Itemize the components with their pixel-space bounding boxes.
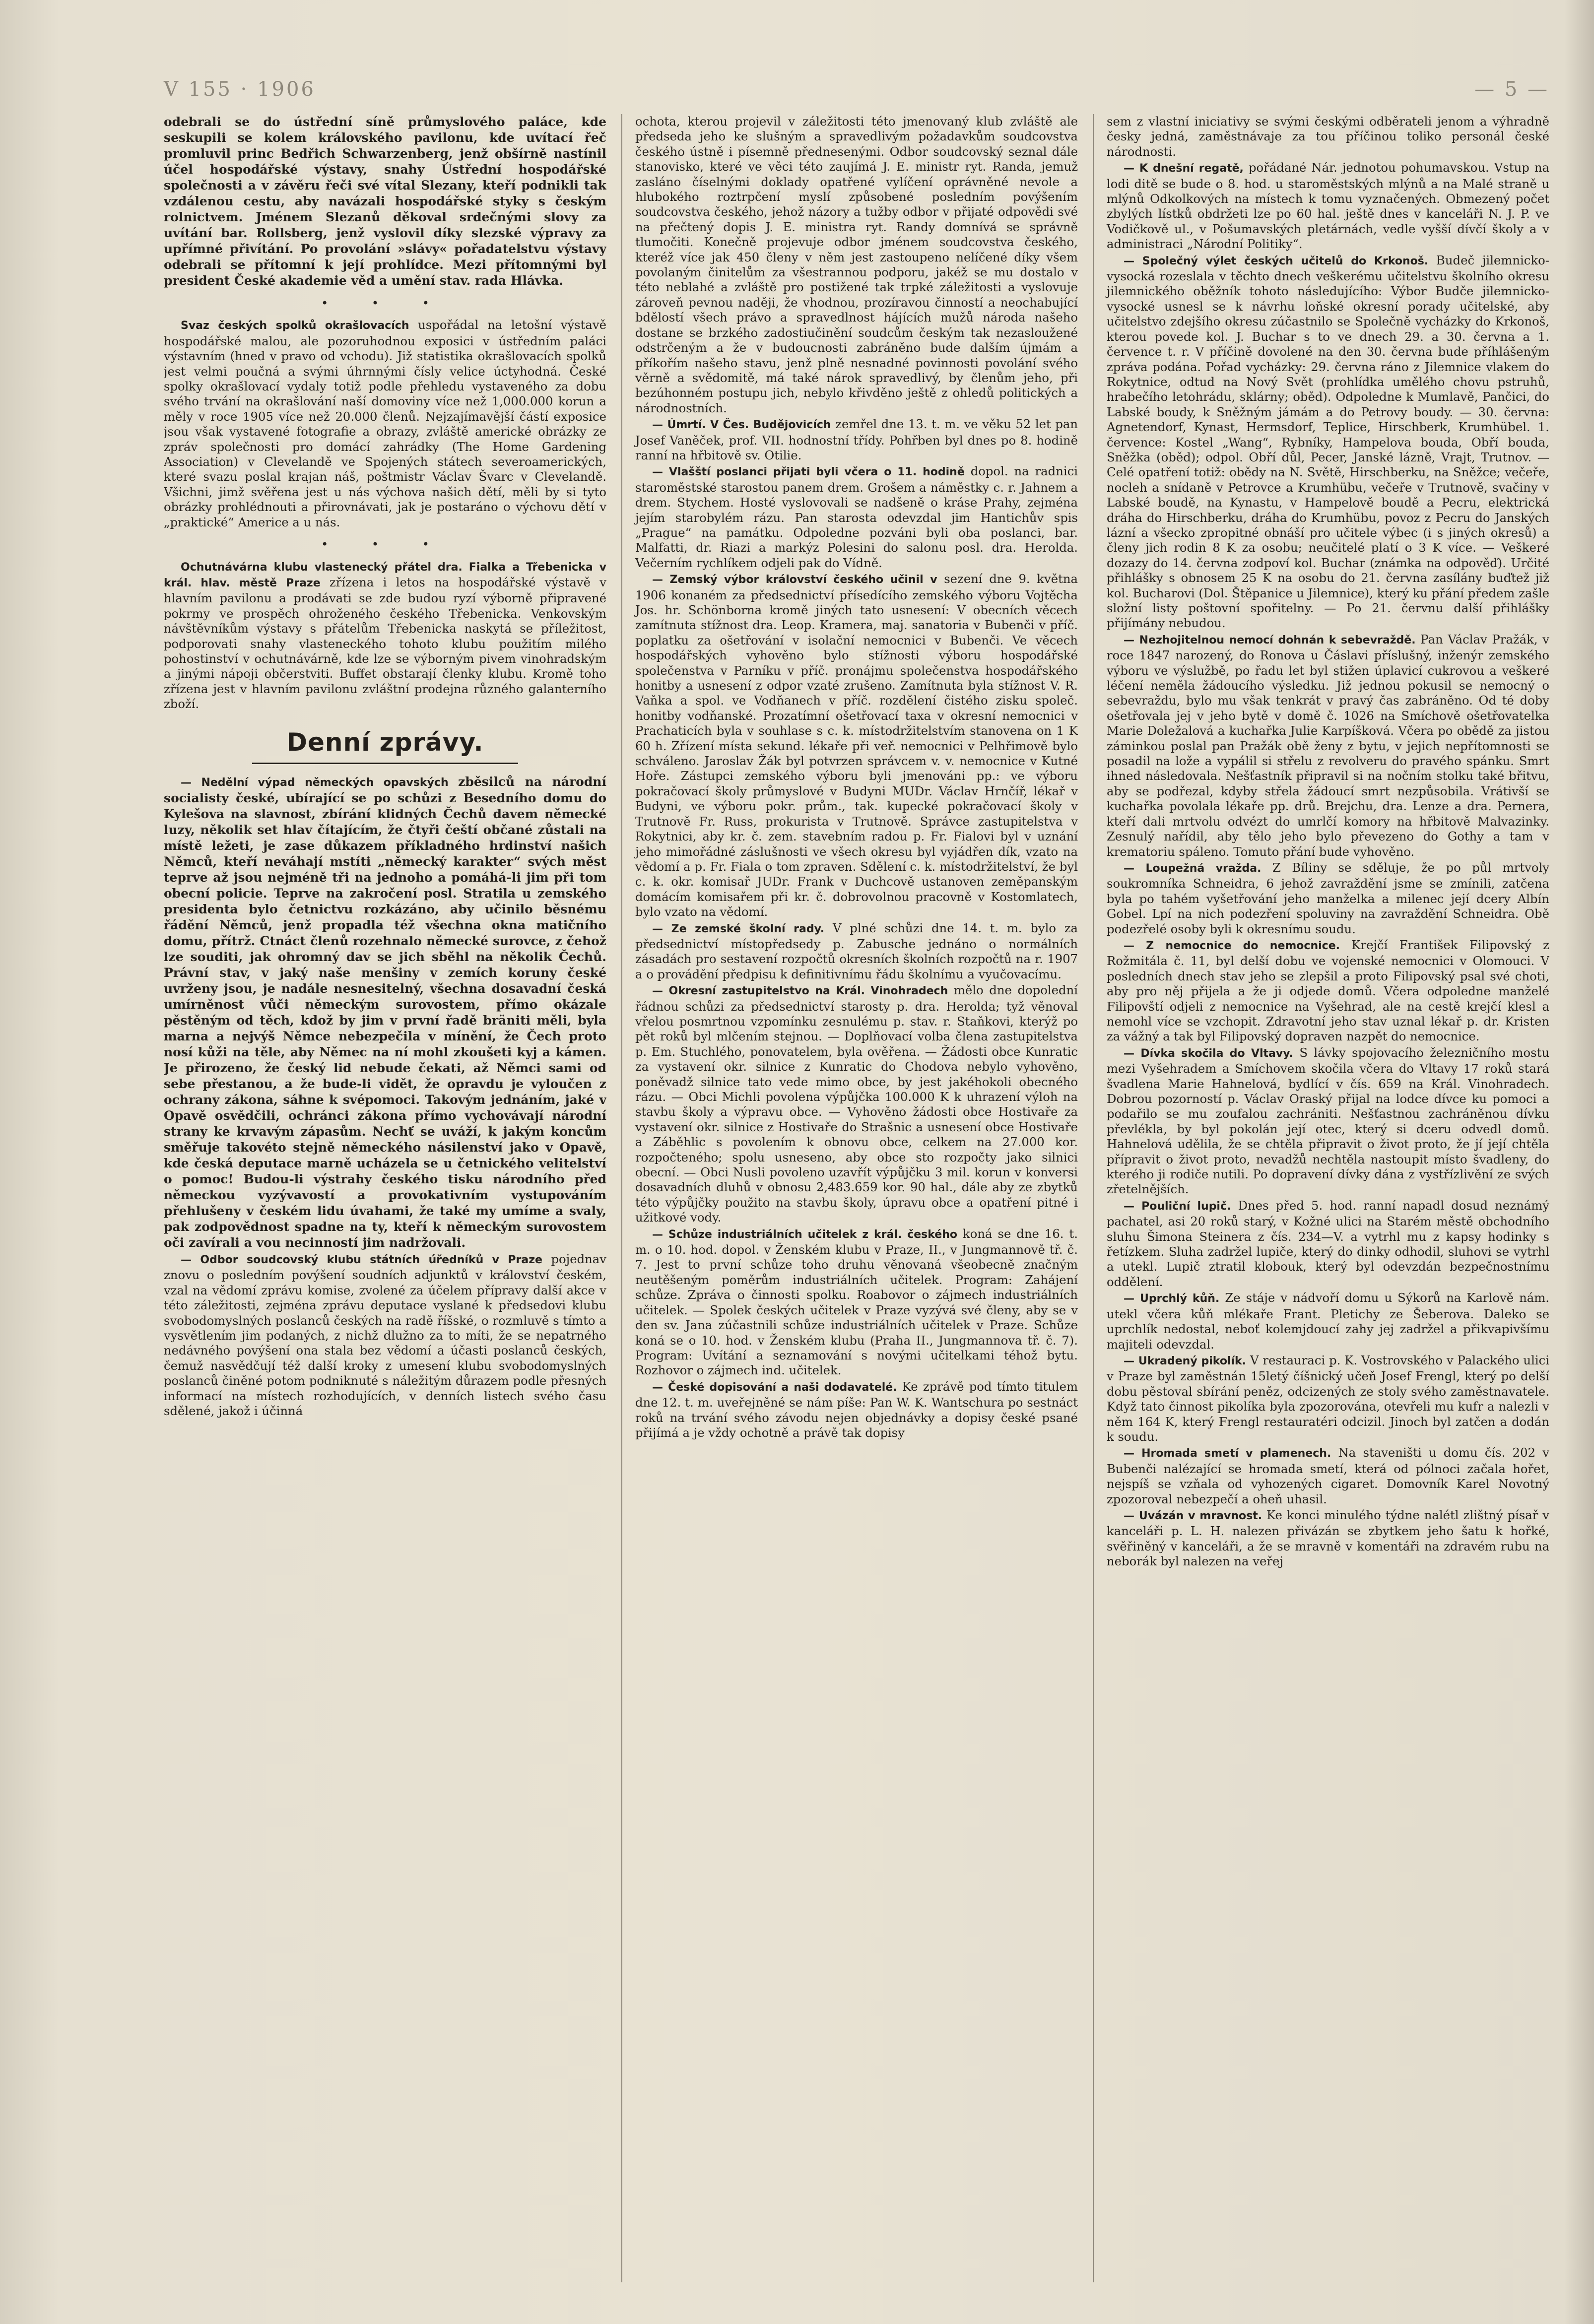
section-title: Denní zprávy. (164, 725, 606, 764)
article-vlassti-poslanci (635, 464, 1078, 571)
article-heading: — Úmrtí. V Čes. Budějovicích (652, 419, 831, 432)
article-heading: — Nedělní výpad německých opavských (181, 776, 449, 789)
article-heading: — Okresní zastupitelstvo na Král. Vinohradech (652, 985, 948, 998)
column-3 (1093, 114, 1549, 2282)
article-smeti (1107, 1445, 1549, 1507)
article-heading: — Společný výlet českých učitelů do Krkonoš. (1124, 255, 1429, 267)
article-vltava (1107, 1045, 1549, 1197)
article-heading: — Hromada smetí v plamenech. (1124, 1447, 1331, 1460)
article-text: zběsilců na národní socialisty české, ubírající se po schůzi z Besedního domu do Kylešova na slavnost, zbírání klidných Čechů davem německé luzy, několik set hlav čítajícím, že čtyři čeští občané zůstali na místě ležeti, je zase důkazem příkladného hrdinství našich Němců, kteří neváhají mstíti „německý karakter“ svých měst teprve až jsou nejméně tři na jednoho a pomáhá-li jim při tom obecní policie. Teprve na zakročení posl. Stratila u zemského presidenta bylo četnictvu rozkázáno, aby učinilo běsnému řádění Němců, jenž propadla též všechna okna matičního domu, přítrž. Ctnáct členů rozehnalo německé surovce, z čehož lze souditi, jak ohromný dav se jich sběhl na několik Čechů. Právní stav, v jaký naše menšiny v zemích koruny české uvrženy jsou, je nadále nesnesitelný, všechna dosavadní česká umírněnost vůči německým surovostem, přímo okázale pěstěným od těch, kdož by jim v první řadě bräniti měli, byla marna a nejvýš Němce nebezpečila v mínění, že Čech proto nosí kůži na těle, aby Němec na ní mohl zkoušeti kyj a kámen. Je přirozeno, že český lid nebude čekati, až Němci sami od sebe přestanou, a že bude-li vidět, že opravdu je vyloučen z ochrany zákona, sáhne k svépomoci. Takovým jednáním, jaké v Opavě osvědčili, ochránci zákona přímo vychovávají národní strany ke krvavým zápasům. Nechť se uváží, k jakým koncům směřuje takovéto stejně německého násilenství jako v Opavě, kde česká deputace marně ucházela se u četnického velitelství o pomoc! Budou-li výstrahy českého tisku národního před německou vyzývavostí a provokativním vystupováním přehlušeny v českém lidu úvahami, že také my umíme a svaly, pak zodpovědnost spadne na ty, kteří k německým surovostem oči zavírali a vou necinností jim nadržovali. (164, 774, 606, 1250)
article-krkonose (1107, 253, 1549, 631)
article-industrialni-ucitelky (635, 1227, 1078, 1378)
article-text: Ze stáje v nádvoří domu u Sýkorů na Karlově nám. utekl včera kůň mlékaře Frant. Pletichy ze Šeberova. Daleko se uprchlík nedostal, neboť kolemjdoucí zahy jej zadržel a přikvapivšímu majiteli odevzdal. (1107, 1291, 1549, 1352)
article-heading: — Uprchlý kůň. (1124, 1292, 1220, 1305)
article-heading: — Ukradený pikolík. (1124, 1355, 1247, 1367)
article-zemsky-vybor (635, 572, 1078, 919)
article-skolni-rada (635, 921, 1078, 982)
article-heading: — Pouliční lupič. (1124, 1200, 1231, 1213)
article-text: Krejčí František Filipovský z Rožmitála č. 11, byl delší dobu ve vojenské nemocnici v Olomouci. V posledních dnech stav jeho se zlepšil a proto Filipovský psal své choti, aby pro něj přijela a že ji odjede domů. Včera odpoledne manželé Filipovští odjeli z nemocnice na Vyšehrad, ale na cestě krejčí klesl a nemohl více se vzchopit. Zdravotní jeho stav uznal lékař p. dr. Kristen za vážný a tak byl Filipovský dopraven nazpět do nemocnice. (1107, 937, 1549, 1044)
article-regata (1107, 160, 1549, 252)
article-heading: — Uvázán v mravnost. (1124, 1509, 1262, 1522)
article-text: zřízena i letos na hospodářské výstavě v hlavním pavilonu a prodávati se zde budou ryzí výborně připravené pokrmy ve prospěch ohroženého českého Třebenicka. Venkovským návštěvníkům výstavy s přátelům Třebenicka naskytá se příležitost, podporovati snahy vlasteneckého tohoto klubu použitím milého pohostinství v ochutnávárně, kde lze se výborným pivem vinohradským a jinými nápoji občerstviti. Buffet obstarají členky klubu. Kromě toho zřízena jest v hlavním pavilonu zvláštní prodejna různého galanterního zboží. (164, 575, 606, 711)
article-text: Z Bíliny se sděluje, že po půl mrtvoly soukromníka Schneidra, 6 jehož zavraždění jsme se zmínili, zatčena byla po tahém vyšetřování jeho manželka a milenec její dcery Albín Gobel. Lpí na nich podezření spoluviny na zavraždění Schneidra. Obě podezřelé osoby byli k okresnímu soudu. (1107, 860, 1549, 936)
article-heading: — Schůze industriálních učitelek z král. českého (652, 1228, 957, 1241)
column-2 (621, 114, 1078, 2282)
article-odbor-soudcovsky (164, 1252, 606, 1419)
page-edge-shadow (1564, 0, 1594, 2324)
article-text: dopol. na radnici staroměstské starostou panem drem. Grošem a náměstky c. r. Jahnem a drem. Stychem. Hosté vyslovovali se nadšeně o kráse Prahy, zejména jejím starobylém rázu. Pan starosta odevzdal jim Hantichův spis „Prague“ na památku. Odpoledne pozváni byli oba poslanci, bar. Malfatti, dr. Riazi a markýz Polesini do salonu posl. dra. Herolda. Večerním rychlíkem odjeli pak do Vídně. (635, 464, 1078, 570)
article-text: Na staveništi u domu čís. 202 v Bubenči nalézající se hromada smetí, která od pólnoci začala hořet, nejspíš se vzňala od vyhozených cigaret. Domovník Karel Novotný zpozoroval nebezpečí a oheň uhasil. (1107, 1445, 1549, 1506)
article-text: pořádané Nár. jednotou pohumavskou. Vstup na lodi ditě se bude o 8. hod. u staroměstských mlýnů a na Malé straně u mlýnů Odkolkových na místech k tomu vyznačených. Obmezený počet zbylých lístků obdržeti lze po 60 hal. ještě dnes v kanceláři N. J. P. ve Vodičkově ul., v Pošumavských pletárnách, vedle vyšší dívčí školy a v administraci „Národní Politiky“. (1107, 160, 1549, 252)
article-soudcovsky-cont: ochota, kterou projevil v záležitosti této jmenovaný klub zvláště ale předseda jeho ke slušným a spravedlivým požadavkům soudcovstva českého ústně i písemně přednesenými. Odbor soudcovský seznal dále stanovisko, které ve věci této zaujímá J. E. ministr ryt. Randa, jemuž zasláno číselnými doklady opatřené vylíčení oprávněné nevole a hlubokého roztrpčení myslí způsobené posledním povýšením soudcovstva českého, jehož názory a tužby odbor v přijaté odpovědi své na přečtený dopis J. E. ministra ryt. Randy domnívá se správně tlumočiti. Konečně projevuje odbor jménem soudcovstva českého, kteréž více jak 450 členy v něm jest zastoupeno nelíčené díky všem povolaným činitelům za všestrannou podporu, jakéž se mu dostalo v této neblahé a zvláště pro postižené tak trpké záležitosti a vyslovuje zároveň pevnou naději, že vhodnou, prozíravou činností a neochabující bdělostí všech právo a spravedlnost hájících mužů národa našeho dostane se brzkého zadostiučinění soudcům českým tak nezasloužené odstrčeným a že v budoucnosti zabráněno bude dalším újmám a příkořím našeho stavu, jenž plně nesnadné povinnosti povolání svého věrně a svědomitě, má také nárok spravedlivý, by členům jeho, při bezúhonném postupu jich, nebylo křivděno ještě z ohledů politických a národnostních. (635, 114, 1078, 415)
article-text: Ke zprávě pod tímto titulem dne 12. t. m. uveřejněné se nám píše: Pan W. K. Wantschura po sestnáct roků na trvání svého závodu nejen objednávky a dopisy české psané přijímá a je vždy ochotně a právě tak dopisy (635, 1379, 1078, 1440)
article-sebevrazda (1107, 632, 1549, 859)
separator: • • • (321, 296, 449, 310)
article-nemocnice (1107, 938, 1549, 1044)
article-heading: — Odbor soudcovský klubu státních úředníků v Praze (181, 1253, 542, 1266)
article-text: uspořádal na letošní výstavě hospodářské malou, ale pozoruhodnou exposici v ústředním paláci výstavním (hned v pravo od vchodu). Již statistika okrašlovacích spolků jest velmi poučná a svými úhrnnými čísly velice úctyhodná. České spolky okrašlovací vydaly totiž podle přehledu vystaveného za dobu svého trvání na okrašlování naší domoviny více než 1,000.000 korun a měly v roce 1905 více než 20.000 členů. Nejzajímavější částí exposice jsou však vystavené fotografie a obrazy, zvláště americké obrázky ze zpráv společnosti pro domácí zahrádky (The Home Gardening Association) v Clevelandě ve Spojených státech severoamerických, které svazu poslal krajan náš, poštmistr Václav Švarc v Clevelandě. Všichni, jimž svěřena jest u nás výchova našich dětí, měli by si tyto obrázky prohlédnouti a přirovnávati, jak je postaráno o výchovu dětí v „praktické“ Americe a u nás. (164, 318, 606, 529)
article-text: zemřel dne 13. t. m. ve věku 52 let pan Josef Vaněček, prof. VII. hodnostní třídy. Pohřben byl dnes po 8. hodině ranní na hřbitově sv. Otilie. (635, 417, 1078, 462)
article-heading: — Dívka skočila do Vltavy. (1124, 1047, 1293, 1060)
article-dopisovani-cont: sem z vlastní iniciativy se svými českými odběrateli jenom a výhradně česky jedná, zaměstnávaje za tou příčinou toliko personál české národnosti. (1107, 114, 1549, 159)
article-opava (164, 774, 606, 1251)
page-header (164, 74, 1549, 104)
article-heading: — Ze zemské školní rady. (652, 922, 825, 935)
article-heading: — Vlašští poslanci přijati byli včera o 11. hodině (652, 466, 965, 479)
article-text: S lávky spojovacího železničního mostu mezi Vyšehradem a Smíchovem skočila včera do Vltavy 17 roků stará švadlena Marie Hahnelová, bydlící v čís. 659 na Král. Vinohradech. Dobrou pozorností p. Václav Oraský přijal na lodce dívce ku pomoci a podařilo se mu zoufalou zachrániti. Nešťastnou zachráněnou dívku převlékla, by byl pokolán její otec, který si dceru odvedl domů. Hahnelová udělila, že se chtěla připravit o život proto, že jí její chtěla přípravit o život proto, nevadžů nechtěla nastoupit místo švadleny, do kterého ji rodiče nutili. Po dopravení dívky dána z vystřízlivění ze svých zřetelnějších. (1107, 1045, 1549, 1197)
article-text: koná se dne 16. t. m. o 10. hod. dopol. v Ženském klubu v Praze, II., v Jungmannově tř. č. 7. Jest to první schůze toho druhu věnovaná všeobecně značným neutěšeným poměrům industriálních učitelek. Program: Zahájení schůze. Zpráva o činnosti spolku. Roabovor o zájmech industriálních učitelek. — Spolek českých učitelek v Praze vyzývá své členy, aby se v den sv. Jana zúčastnili schůze industriálních učitelek v Praze. Schůze koná se o 10. hod. v Ženském klubu (Praha II., Jungmannova tř. č. 7). Program: Uvítání a seznamování s novými učitelkami téhož bytu. Rozhovor o zájmech ind. učitelek. (635, 1226, 1078, 1378)
article-heading: Ochutnávárna klubu vlastenecký přátel dra. Fialka a Třebenicka v král. hlav. městě Praze (164, 561, 606, 589)
article-pikolik (1107, 1353, 1549, 1444)
article-heading: Svaz českých spolků okrašlovacích (181, 320, 409, 332)
article-vinohrady (635, 983, 1078, 1226)
article-text: Ke konci minulého týdne nalétl zlištný písař v kanceláři p. L. H. nalezen přivázán se zbytkem jeho šatu k hořké, svěřiněný v kanceláři, a že se mravně v komentáři na zdravém rubu na neborák byl nalezen na veřej (1107, 1507, 1549, 1569)
article-text: V plné schůzi dne 14. t. m. bylo za předsednictví místopředsedy p. Zabusche jednáno o normálních zásadách pro sestavení rozpočtů okresních školních rozpočtů na r. 1907 a o provádění předpisu k definitivnímu řádu školnímu a vyučovacímu. (635, 920, 1078, 981)
article-text: Dnes před 5. hod. ranní napadl dosud neznámý pachatel, asi 20 roků starý, v Kožné ulici na Starém městě obchodního sluhu Šimona Steinera z čís. 234—V. a vytrhl mu z kapsy hodinky s řetízkem. Sluha zadržel lupiče, který do dinky odhodil, sluhovi se vytrhl a utekl. Lupič ztratil klobouk, který byl odevzdán bezpečnostnímu oddělení. (1107, 1198, 1549, 1289)
article-heading: — Loupežná vražda. (1124, 862, 1262, 875)
article-heading: — K dnešní regatě, (1124, 162, 1244, 175)
article-text: Pan Václav Pražák, v roce 1847 narozený, do Ronova u Čáslavi příslušný, inženýr zemského výboru ve výslužbě, po řadu let byl stižen úplavicí cukrovou a veškeré léčení neměla žádoucího výsledku. Již jednou pokusil se nemocný o sebevraždu, bylo mu však tenkrát v pravý čas zabráněno. Od té doby ošetřovala jej v jeho bytě v domě č. 1026 na Smíchově ošetřovatelka Marie Doležalová a kuchařka Julie Karpíšková. Včera po obědě za jistou záminkou poslal pan Pražák obě ženy z bytu, v jejich nepřítomnosti se posadil na lože a vypálil si střelu z revolveru do pravého spánku. Smrt ihned následovala. Nešťastník připravil si na nočním stolku také břitvu, aby se podřezal, kdyby střela žádoucí smrt nezpůsobila. Vrátivší se kuchařka povolala lékaře pp. drů. Brejchu, dra. Lenze a dra. Pernera, kteří dali mrtvolu odvézt do umrlčí komory na hřbitově Malvazinky. Zesnulý nařídil, aby tělo jeho bylo převezeno do Gothy a tam v krematoriu spáleno. Tomuto přání bude vyhověno. (1107, 632, 1549, 859)
article-loupezna-vrazda (1107, 860, 1549, 937)
article-poulicni-lupic (1107, 1198, 1549, 1290)
article-heading: — Nezhojitelnou nemocí dohnán k sebevraždě. (1124, 634, 1416, 646)
separator: • • • (321, 537, 449, 552)
article-text: mělo dne dopolední řádnou schůzi za předsednictví starosty p. dra. Herolda; tyž věnoval vřelou posmrtnou vzpomínku zesnulému p. stav. r. Staňkovi, kterýž po pět roků byl mlčením stejnou. — Doplňovací volba člena zastupitelstva p. Em. Stuchlého, ponovatelem, byla ověřena. — Žádosti obce Kunratic za vystavení okr. silnice z Kunratic do Chodova nebylo vyhověno, poněvadž silnice tato vede mimo obce, by jest jakéhokoli obecného rázu. — Obci Michli povolena výpůjčka 100.000 K k uhrazení výloh na stavbu školy a výpravu obce. — Vyhověno žádosti obce Hostivaře za vystavení okr. silnice z Hostivaře do Strašnic a usnesení obce Hostivaře a Záběhlic s povolením k obnovu obce, celkem na 27.000 kor. rozpočteného; spolu usneseno, aby obce sto rozpočty jako silnici obecní. — Obci Nusli povoleno uzavřít výpůjčku 3 mil. korun v konversi dosavadních dluhů v obnosu 2,483.659 kor. 90 hal., dále aby ze zbytků této výpůjčky použito na stavbu školy, úpravu obce a opatření pitné i užitkové vody. (635, 983, 1078, 1225)
columns (164, 114, 1549, 2282)
article-hospodarska-vystava: odebrali se do ústřední síně průmyslového paláce, kde seskupili se kolem královského pavilonu, kde uvítací řeč promluvil princ Bedřich Schwarzenberg, jenž obšírně nastínil účel hospodářské výstavy, snahy Ústřední hospodářské společnosti a v závěru řeči své vítal Slezany, kteří podnikli tak vzdálenou cestu, aby navázali hospodářské styky s českým rolnictvem. Jménem Slezanů děkoval srdečnými slovy za uvítání bar. Rollsberg, jenž vyslovil díky slezské výpravy za upřímné přivítání. Po provolání »slávy« pořadatelstvu výstavy odebrali se přítomní k její prohlídce. Mezi přítomnými byl president České akademie věd a umění stav. rada Hlávka. (164, 115, 606, 288)
article-ochutnavarna (164, 559, 606, 712)
article-svaz-okraslovacich (164, 318, 606, 530)
article-text: sezení dne 9. května 1906 konaném za předsednictví přísedícího zemského výboru Vojtěcha Jos. hr. Schönborna kromě jiných tato usnesení: V obecních věcech zamítnuta stížnost dra. Leop. Kramera, maj. sanatoria v Bubenči v příč. poplatku za ošetřování v isolační nemocnici v Bubenči. Ve věcech hospodářských vyhověno bylo stížnosti výboru hospodářské společenstva v Parníku v příč. pronájmu společenstva hospodářského honitby a usnesení z odpor vzaté zrušeno. Zamítnuta byla stížnost V. R. Vaňka a spol. ve Vodňanech v příč. rozdělení čistého zisku společ. honitby vodňanské. Prozatímní ošetřovací taxa v okresní nemocnici v Prachaticích byla v souhlase s c. k. místodržitelstvím stanovena on 1 K 60 h. Zřízení místa sekund. lékaře při veř. nemocnici v Pelhřimově bylo schváleno. Jaroslav Žák byl potvrzen správcem v. v. nemocnice v Kutné Hoře. Zástupci zemského výboru byli jmenováni pp.: ve výboru pokračovací školy průmyslové v Budyni MUDr. Václav Hrnčíř, lékař v Budyni, ve výboru pokr. prům., tak. kupecké pokračovací školy v Trutnově Fr. Russ, prokurista v Trutnově. Správce zastupitelstva v Rokytnici, aby kr. č. zem. stavebním radou p. Fr. Fialovi byl v uznání jeho mimořádné záslušnosti ve všech okresu byl vyjádřen dík, vzato na vědomí a p. Fr. Fiala o tom zpraven. Sdělení c. k. místodržitelství, že byl c. k. okr. komisař JUDr. Frank v Duchcově ustanoven zeměpanským domácím komisařem při kr. č. dobrovolnou pracovně v Kostomlatech, bylo vzato na vědomí. (635, 572, 1078, 919)
article-heading: — Zemský výbor království českého učinil v (652, 574, 937, 586)
article-mravnost (1107, 1508, 1549, 1569)
article-ceske-dopisovani (635, 1379, 1078, 1441)
article-text: pojednav znovu o posledním povýšení soudních adjunktů v království českém, vzal na vědomí zprávu komise, zvolené za účelem přípravy další akce v této záležitosti, zejména zprávu deputace vyslané k předsedovi klubu svobodomyslných poslanců českých na radě říšské, o rozmluvě s tímto a vysvětlením jim podaných, z nichž dlužno za to míti, že se nepatrného nedávného povýšení ona stala bez vědomí a účasti poslanců českých, čemuž nasvědčují též další kroky z umesení klubu svobodomyslných poslanců činěné potom podniknuté s náležitým důrazem podle přesných informací na místech rozhodujících, v denních listech svého času sdělené, jakož i účinná (164, 1251, 606, 1419)
article-umrti (635, 417, 1078, 463)
article-text: V restauraci p. K. Vostrovského v Palackého ulici v Praze byl zaměstnán 15letý číšnický učeň Josef Frengl, který po delší dobu pěstoval sbírání peněz, odcizených ze stoly svého zaměstnavatele. Když tato činnost pikolíka byla zpozorována, otevřeli mu kufr a nalezli v něm 164 K, který Frengl restauratéri odcizil. Jinoch byl zatčen a dodán k soudu. (1107, 1353, 1549, 1444)
article-heading: — Z nemocnice do nemocnice. (1124, 939, 1340, 952)
header-right: — 5 — (1474, 78, 1549, 101)
article-uprchly-kun (1107, 1291, 1549, 1352)
article-text: Budeč jilemnicko-vysocká rozeslala v těchto dnech veškerému učitelstvu školního okresu jilemnického oběžník tohoto následujícího: Výbor Budče jilemnicko-vysocké usnesl se k návrhu loňské okresní porady učitelské, aby učitelstvo zdejšího okresu zúčastnilo se Společně vycházky do Krkonoš, kterou povede kol. J. Buchar s to ve dnech 29. a 30. června a 1. července t. r. V příčině dovolené na den 30. června bude příhlášeným zpráva podána. Pořad vycházky: 29. června ráno z Jilemnice vlakem do Rokytnice, odtud na Nový Svět (prohlídka umělého chovu pstruhů, hrabečího letohrádu, sklárny; oběd). Odpoledne k Mumlavě, Pančici, do Labské boudy, k Sněžným jámám a do Petrovy boudy. — 30. června: Agnetendorf, Kynast, Hermsdorf, Teplice, Hirschberk, Krumhübel. 1. července: Kostel „Wang“, Rybníky, Hampelova bouda, Obří bouda, Sněžka (oběd); odpol. Obří důl, Pecer, Janské lázně, Vrajt, Trutnov. — Celé opatření totiž: obědy na N. Světě, Hirschberku, na Sněžce; večeře, nocleh a snídaně v Petrovce a Krumhübu, večeře v Trutnově, svačiny v Labské boudě, na Kynastu, v Hampelově boudě a Pecru, elektrická dráha do Hirschberku, dráha do Krumhübu, povoz z Pecru do Janských lázní a všecko zpropitné obnáší pro učitele výbec (i s jiných okresů) a členy jich rodin 8 K za osobu; neučitelé platí o 3 K více. — Veškeré dozazy do 14. června zodpoví kol. Buchar (známka na odpověď). Určité přihlášky s obnosem 25 K na osobu do 21. června zasílány buďtež již kol. Bucharovi (Dol. Štěpanice u Jilemnice), který ku přání předem zašle složní listy poštovní spořitelny. — Po 21. červnu další přihlášky přijímány nebudou. (1107, 253, 1549, 631)
article-heading: — České dopisování a naši dodavatelé. (652, 1381, 897, 1394)
column-1 (164, 114, 606, 2282)
header-left: V 155 · 1906 (164, 78, 316, 101)
